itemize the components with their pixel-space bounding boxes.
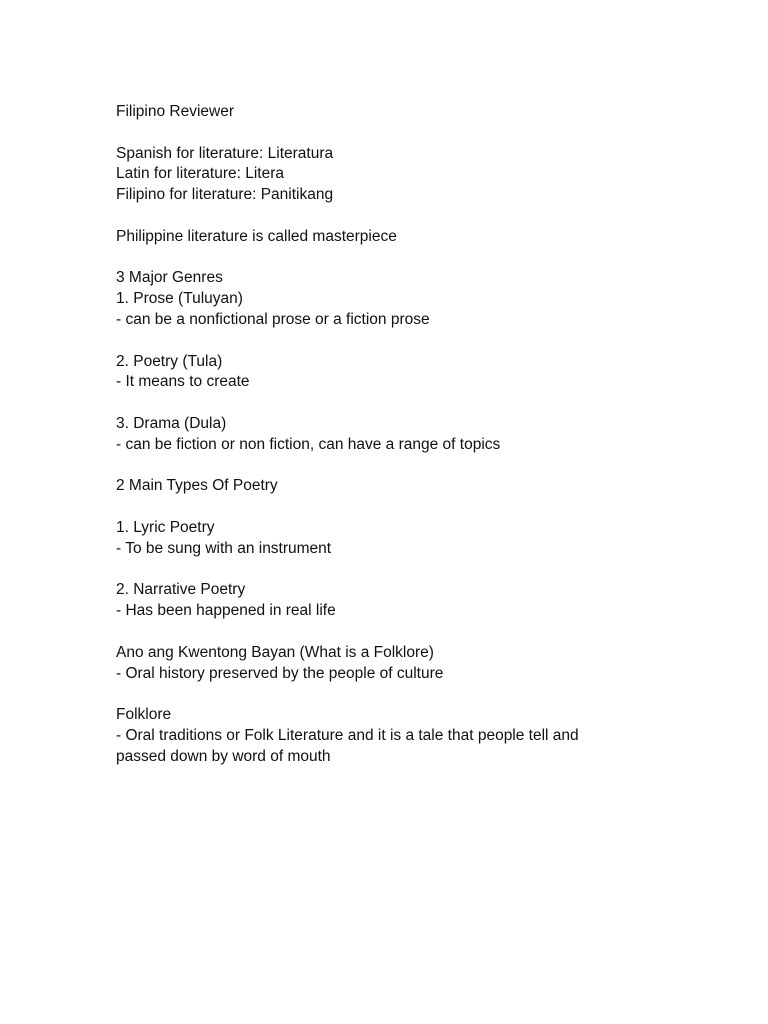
poetry-narrative-desc: - Has been happened in real life (116, 602, 336, 620)
spacer (116, 684, 656, 705)
etymology-spanish: Spanish for literature: Literatura (116, 144, 334, 162)
genres-heading: 3 Major Genres (116, 269, 223, 287)
document-title: Filipino Reviewer (116, 103, 235, 120)
genre-drama-desc: - can be fiction or non fiction, can have a range of topics (116, 435, 501, 453)
spacer (116, 622, 656, 643)
folklore-desc-line1: - Oral traditions or Folk Literature and it is a tale that people tell and (116, 726, 579, 744)
document-body (116, 102, 656, 768)
etymology-filipino: Filipino for literature: Panitikang (116, 186, 334, 204)
kwentong-bayan-desc: - Oral history preserved by the people of culture (116, 664, 444, 682)
folklore-desc-line2: passed down by word of mouth (116, 747, 331, 765)
spacer (116, 560, 656, 581)
spacer (116, 497, 656, 518)
genre-prose-name: 1. Prose (Tuluyan) (116, 290, 243, 308)
spacer (116, 331, 656, 352)
poetry-lyric-desc: - To be sung with an instrument (116, 539, 332, 557)
etymology-latin: Latin for literature: Litera (116, 165, 285, 183)
spacer (116, 206, 656, 227)
poetry-types-heading: 2 Main Types Of Poetry (116, 477, 278, 495)
spacer (116, 123, 656, 144)
spacer (116, 456, 656, 477)
kwentong-bayan-heading: Ano ang Kwentong Bayan (What is a Folklore) (116, 643, 434, 661)
poetry-lyric-name: 1. Lyric Poetry (116, 518, 215, 536)
masterpiece-statement: Philippine literature is called masterpiece (116, 227, 397, 245)
genre-poetry-desc: - It means to create (116, 373, 250, 391)
genre-poetry-name: 2. Poetry (Tula) (116, 352, 223, 370)
genre-prose-desc: - can be a nonfictional prose or a fiction prose (116, 310, 430, 328)
folklore-heading: Folklore (116, 706, 172, 724)
spacer (116, 248, 656, 269)
spacer (116, 393, 656, 414)
genre-drama-name: 3. Drama (Dula) (116, 414, 227, 432)
poetry-narrative-name: 2. Narrative Poetry (116, 581, 246, 599)
